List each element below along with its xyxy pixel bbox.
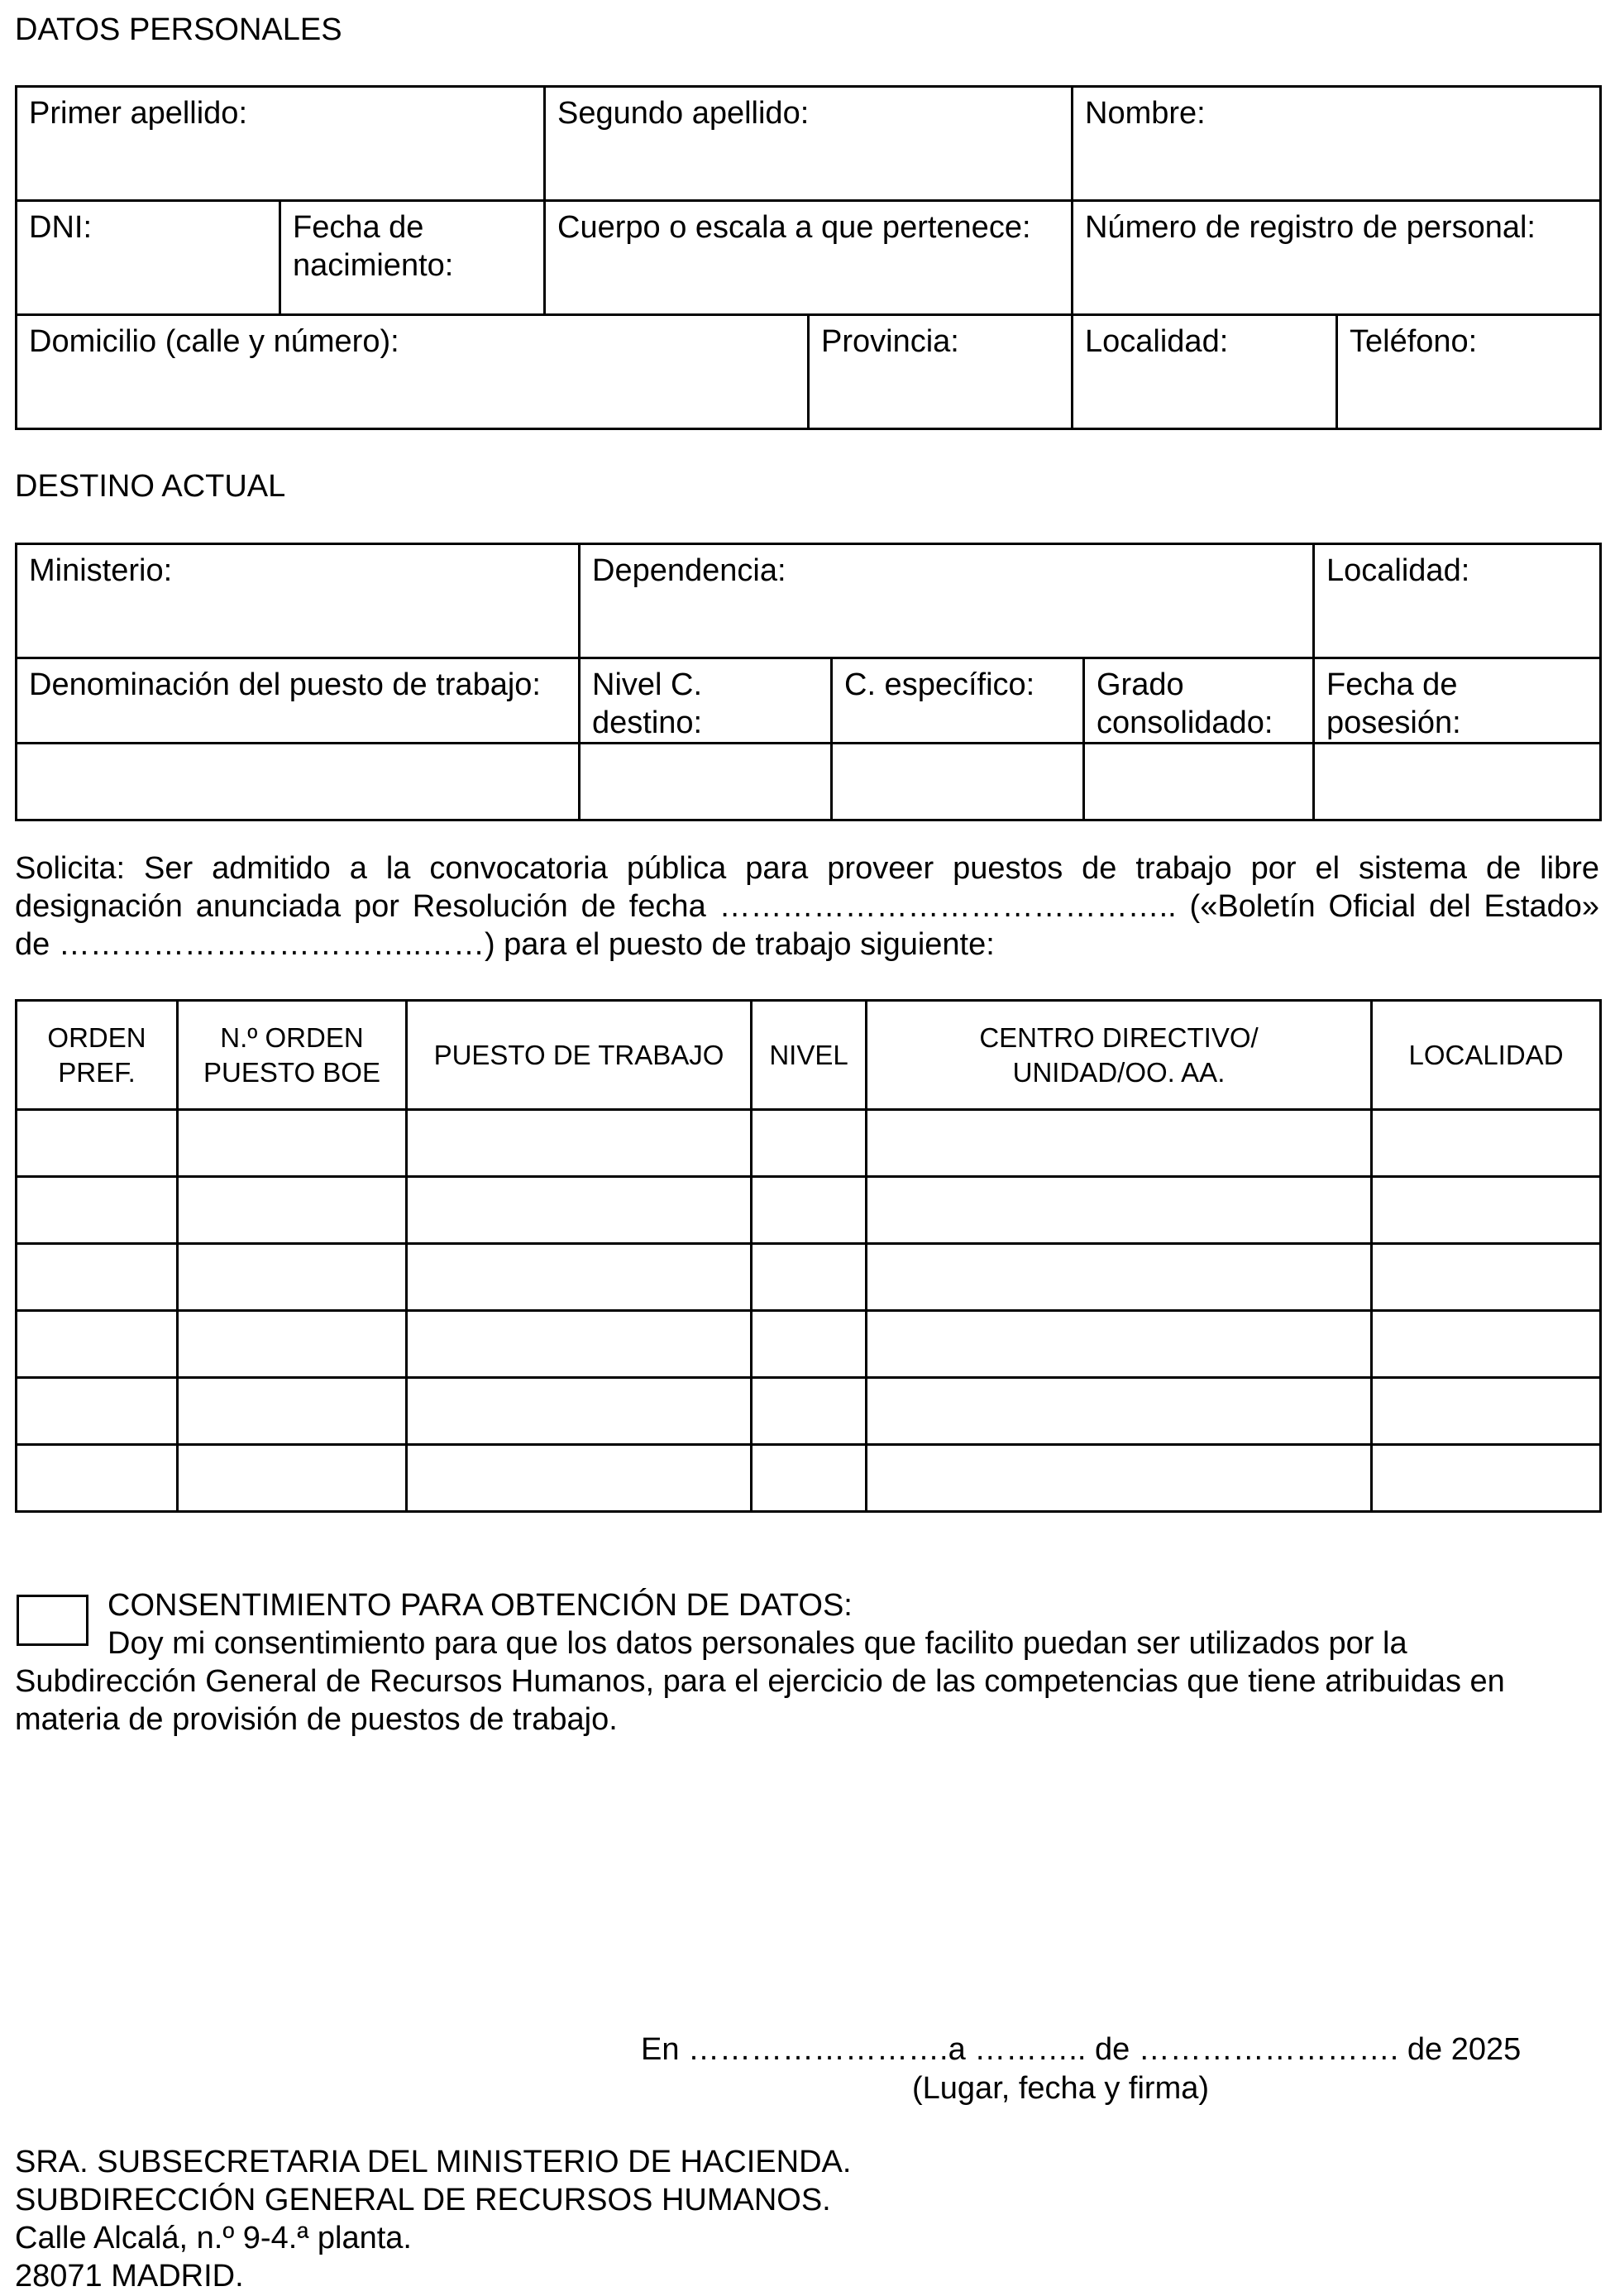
solicita-line-3: de ……………………………..……) para el puesto de trabajo siguiente: xyxy=(15,927,995,962)
header-orden-1: ORDEN xyxy=(47,1021,146,1053)
table-cell[interactable] xyxy=(867,1110,1372,1177)
ministerio-label: Ministerio: xyxy=(29,553,173,588)
posesion-header xyxy=(1314,658,1601,744)
header-norden xyxy=(178,1001,407,1110)
header-centro xyxy=(867,1001,1372,1110)
table-cell[interactable] xyxy=(17,1445,178,1512)
consent-line-3: materia de provisión de puestos de trabajo. xyxy=(15,1702,618,1737)
table-cell[interactable] xyxy=(17,1110,178,1177)
table-cell[interactable] xyxy=(752,1445,867,1512)
dependencia-label: Dependencia: xyxy=(592,553,786,588)
cuerpo-field[interactable] xyxy=(545,201,1073,315)
denominacion-input[interactable] xyxy=(17,744,580,820)
jobs-table xyxy=(15,999,1602,1513)
table-cell[interactable] xyxy=(867,1378,1372,1445)
posesion-input[interactable] xyxy=(1314,744,1601,820)
table-cell[interactable] xyxy=(1372,1311,1601,1378)
destino-localidad-field[interactable] xyxy=(1314,544,1601,658)
table-cell[interactable] xyxy=(867,1311,1372,1378)
grado-label-1: Grado xyxy=(1097,667,1184,702)
personal-data-table xyxy=(15,85,1602,430)
dni-field[interactable] xyxy=(17,201,280,315)
header-orden-2: PREF. xyxy=(58,1056,136,1088)
fecha-nacimiento-label-2: nacimiento: xyxy=(293,248,454,283)
posesion-label-2: posesión: xyxy=(1326,706,1461,740)
address-line-3: Calle Alcalá, n.º 9-4.ª planta. xyxy=(15,2221,412,2255)
signature-line: En …………………….a ……….. de ……………………. de 2025 xyxy=(641,2032,1522,2067)
header-puesto-label: PUESTO DE TRABAJO xyxy=(433,1039,724,1070)
signature-caption: (Lugar, fecha y firma) xyxy=(912,2071,1210,2106)
header-nivel-label: NIVEL xyxy=(769,1039,848,1070)
fecha-nacimiento-field[interactable] xyxy=(280,201,545,315)
table-cell[interactable] xyxy=(867,1177,1372,1244)
provincia-label: Provincia: xyxy=(821,324,959,359)
cuerpo-label: Cuerpo o escala a que pertenece: xyxy=(557,210,1031,245)
table-cell[interactable] xyxy=(1372,1378,1601,1445)
header-centro-2: UNIDAD/OO. AA. xyxy=(1012,1056,1226,1088)
table-cell[interactable] xyxy=(407,1378,752,1445)
domicilio-field[interactable] xyxy=(17,315,809,429)
consent-title: CONSENTIMIENTO PARA OBTENCIÓN DE DATOS: xyxy=(108,1588,853,1623)
address-line-4: 28071 MADRID. xyxy=(15,2259,244,2294)
dni-label: DNI: xyxy=(29,210,92,245)
grado-input[interactable] xyxy=(1084,744,1314,820)
table-cell[interactable] xyxy=(407,1311,752,1378)
dependencia-field[interactable] xyxy=(580,544,1314,658)
domicilio-label: Domicilio (calle y número): xyxy=(29,324,399,359)
destino-localidad-label: Localidad: xyxy=(1326,553,1470,588)
primer-apellido-label: Primer apellido: xyxy=(29,96,247,131)
destino-section-title: DESTINO ACTUAL xyxy=(15,469,286,504)
table-row xyxy=(17,1110,1601,1177)
header-orden xyxy=(17,1001,178,1110)
table-cell[interactable] xyxy=(178,1311,407,1378)
fecha-nacimiento-label-1: Fecha de xyxy=(293,210,424,245)
table-cell[interactable] xyxy=(178,1177,407,1244)
table-cell[interactable] xyxy=(1372,1110,1601,1177)
nivel-label-2: destino: xyxy=(592,706,703,740)
solicita-paragraph xyxy=(15,849,1599,964)
nombre-field[interactable] xyxy=(1073,87,1601,201)
personal-section-title: DATOS PERSONALES xyxy=(15,12,342,47)
table-cell[interactable] xyxy=(17,1378,178,1445)
localidad-label: Localidad: xyxy=(1085,324,1229,359)
table-cell[interactable] xyxy=(867,1244,1372,1311)
table-cell[interactable] xyxy=(867,1445,1372,1512)
table-row xyxy=(17,1244,1601,1311)
telefono-label: Teléfono: xyxy=(1350,324,1478,359)
table-row xyxy=(17,1177,1601,1244)
header-norden-2: PUESTO BOE xyxy=(203,1056,380,1088)
table-cell[interactable] xyxy=(1372,1177,1601,1244)
consent-body xyxy=(15,1624,1599,1739)
table-cell[interactable] xyxy=(178,1244,407,1311)
table-row xyxy=(17,1445,1601,1512)
registro-field[interactable] xyxy=(1073,201,1601,315)
header-norden-1: N.º ORDEN xyxy=(220,1021,364,1053)
denominacion-header xyxy=(17,658,580,744)
ministerio-field[interactable] xyxy=(17,544,580,658)
localidad-field[interactable] xyxy=(1073,315,1337,429)
especifico-label: C. específico: xyxy=(844,667,1035,702)
address-line-1: SRA. SUBSECRETARIA DEL MINISTERIO DE HACIENDA. xyxy=(15,2145,852,2179)
table-row xyxy=(17,1311,1601,1378)
table-cell[interactable] xyxy=(178,1445,407,1512)
nivel-header xyxy=(580,658,832,744)
table-cell[interactable] xyxy=(752,1110,867,1177)
table-cell[interactable] xyxy=(17,1311,178,1378)
consent-line-2: Subdirección General de Recursos Humanos, para el ejercicio de las competencias que tiene atribuidas en xyxy=(15,1664,1505,1699)
table-cell[interactable] xyxy=(752,1244,867,1311)
table-cell[interactable] xyxy=(178,1110,407,1177)
nivel-label-1: Nivel C. xyxy=(592,667,703,702)
segundo-apellido-label: Segundo apellido: xyxy=(557,96,810,131)
grado-label-2: consolidado: xyxy=(1097,706,1273,740)
denominacion-label: Denominación del puesto de trabajo: xyxy=(29,667,541,702)
segundo-apellido-field[interactable] xyxy=(545,87,1073,201)
table-cell[interactable] xyxy=(407,1110,752,1177)
table-cell[interactable] xyxy=(178,1378,407,1445)
table-cell[interactable] xyxy=(1372,1445,1601,1512)
provincia-field[interactable] xyxy=(809,315,1073,429)
table-cell[interactable] xyxy=(407,1177,752,1244)
address-line-2: SUBDIRECCIÓN GENERAL DE RECURSOS HUMANOS. xyxy=(15,2183,831,2217)
header-puesto xyxy=(407,1001,752,1110)
table-cell[interactable] xyxy=(752,1177,867,1244)
especifico-header xyxy=(832,658,1084,744)
table-row xyxy=(17,1378,1601,1445)
header-centro-1: CENTRO DIRECTIVO/ xyxy=(979,1021,1259,1053)
grado-header xyxy=(1084,658,1314,744)
telefono-field[interactable] xyxy=(1337,315,1601,429)
destino-table xyxy=(15,543,1602,821)
registro-label: Número de registro de personal: xyxy=(1085,210,1536,245)
table-cell[interactable] xyxy=(407,1445,752,1512)
table-cell[interactable] xyxy=(752,1311,867,1378)
primer-apellido-field[interactable] xyxy=(17,87,545,201)
header-localidad-label: LOCALIDAD xyxy=(1408,1039,1564,1070)
especifico-input[interactable] xyxy=(832,744,1084,820)
solicita-line-1: Solicita: Ser admitido a la convocatoria pública para proveer puestos de trabajo por el sistema de libre xyxy=(15,851,1599,886)
table-cell[interactable] xyxy=(17,1177,178,1244)
consent-line-1: Doy mi consentimiento para que los datos personales que facilito puedan ser utilizados por la xyxy=(108,1626,1407,1661)
posesion-label-1: Fecha de xyxy=(1326,667,1458,702)
table-cell[interactable] xyxy=(17,1244,178,1311)
header-nivel xyxy=(752,1001,867,1110)
nivel-input[interactable] xyxy=(580,744,832,820)
table-cell[interactable] xyxy=(1372,1244,1601,1311)
table-cell[interactable] xyxy=(407,1244,752,1311)
nombre-label: Nombre: xyxy=(1085,96,1206,131)
solicita-line-2: designación anunciada por Resolución de fecha …………………………………….. («Boletín Oficial del Estado» xyxy=(15,889,1599,924)
table-cell[interactable] xyxy=(752,1378,867,1445)
header-localidad xyxy=(1372,1001,1601,1110)
